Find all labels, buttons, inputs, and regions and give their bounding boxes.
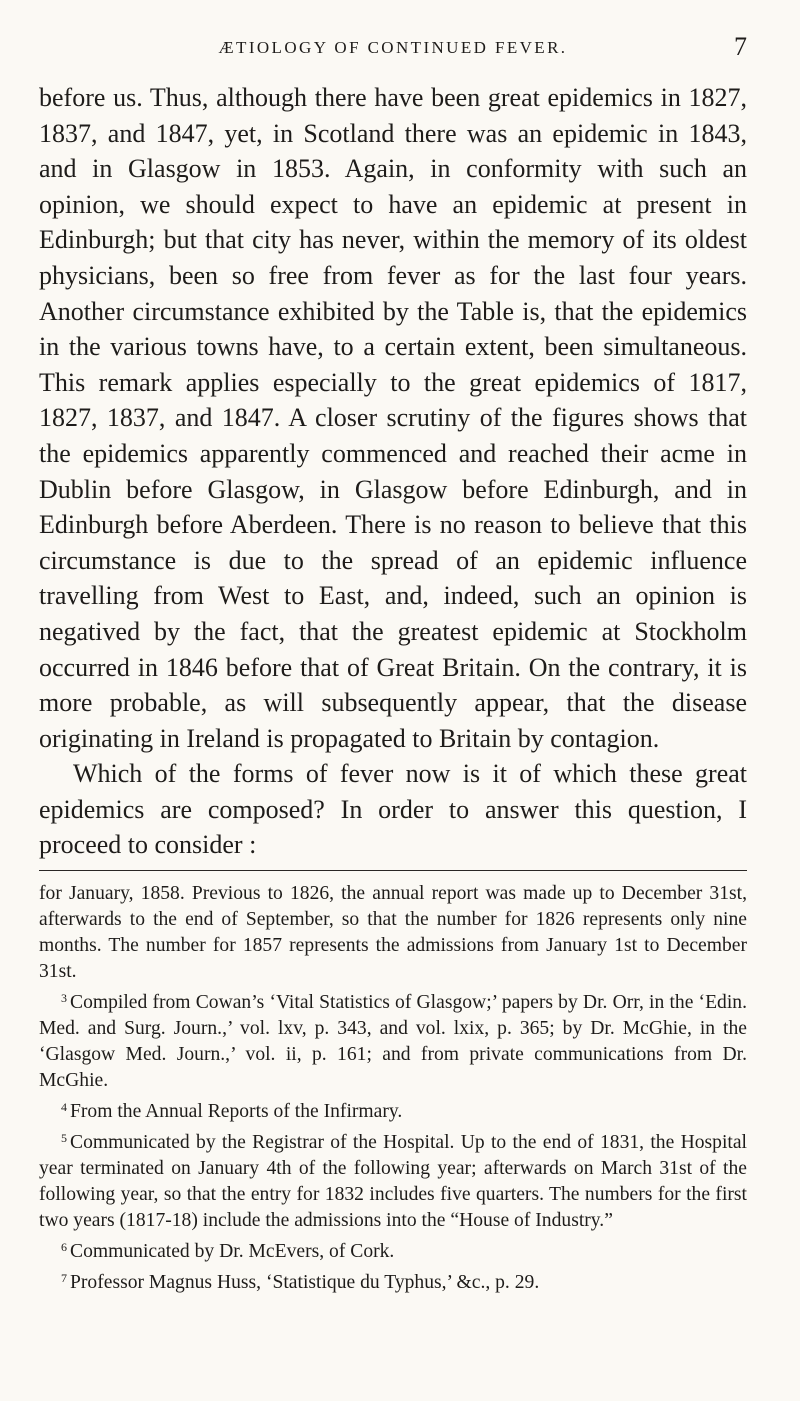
footnote-mark: 4 bbox=[61, 1100, 67, 1115]
footnote-6 bbox=[39, 1234, 747, 1265]
footnote-text: Communicated by Dr. McEvers, of Cork. bbox=[70, 1241, 395, 1263]
footnote-mark: 5 bbox=[61, 1131, 67, 1146]
footnote-rule bbox=[39, 870, 747, 871]
footnote-3 bbox=[39, 985, 747, 1094]
body-text bbox=[39, 80, 747, 863]
footnote-7 bbox=[39, 1265, 747, 1296]
footnote-text: Compiled from Cowan’s ‘Vital Statistics of Glasgow;’ papers by Dr. Orr, in the ‘Edin. Med. and Surg. Journ.,’ vol. lxv, p. 343, and vol. lxix, p. 365; by Dr. McGhie, in the ‘Glasgow Med. Journ.,’ vol. ii, p. 161; and from private communications from Dr. McGhie. bbox=[39, 992, 747, 1092]
footnote-mark: 7 bbox=[61, 1271, 67, 1286]
footnote-5 bbox=[39, 1125, 747, 1234]
footnote-text: Professor Magnus Huss, ‘Statistique du Typhus,’ &c., p. 29. bbox=[70, 1272, 540, 1294]
footnote-mark: 6 bbox=[61, 1240, 67, 1255]
footnote-4 bbox=[39, 1094, 747, 1125]
running-head-title: ÆTIOLOGY OF CONTINUED FEVER. bbox=[218, 38, 568, 57]
footnote-continuation: for January, 1858. Previous to 1826, the annual report was made up to December 31st, afterwards to the end of September, so that the number for 1826 represents only nine months. The number for 1857 represents the admissions from January 1st to December 31st. bbox=[39, 883, 747, 983]
body-paragraph-1: before us. Thus, although there have been great epidemics in 1827, 1837, and 1847, yet, in Scotland there was an epidemic in 1843, and in Glasgow in 1853. Again, in conformity with such an opinion, we should expect to have an epidemic at present in Edinburgh; but that city has never, within the memory of its oldest physicians, been so free from fever as for the last four years. Another circumstance exhibited by the Table is, that the epidemics in the various towns have, to a certain extent, been simultaneous. This remark applies especially to the great epidemics of 1817, 1827, 1837, and 1847. A closer scrutiny of the figures shows that the epidemics apparently commenced and reached their acme in Dublin before Glasgow, in Glasgow before Edinburgh, and in Edinburgh before Aberdeen. There is no reason to believe that this circumstance is due to the spread of an epidemic influence travelling from West to East, and, indeed, such an opinion is negatived by the fact, that the greatest epidemic at Stockholm occurred in 1846 before that of Great Britain. On the contrary, it is more probable, as will subsequently appear, that the disease originating in Ireland is propagated to Britain by contagion. bbox=[39, 83, 747, 753]
footnotes bbox=[39, 881, 747, 1296]
footnote-text: Communicated by the Registrar of the Hospital. Up to the end of 1831, the Hospital year terminated on January 4th of the following year; afterwards on March 31st of the following year, so that the entry for 1832 includes five quarters. The numbers for the first two years (1817-18) include the admissions into the “House of Industry.” bbox=[39, 1132, 747, 1232]
footnote-text: From the Annual Reports of the Infirmary. bbox=[70, 1101, 403, 1123]
body-paragraph-2: Which of the forms of fever now is it of which these great epidemics are composed? In order to answer this question, I proceed to consider : bbox=[39, 759, 747, 860]
page-number: 7 bbox=[734, 32, 747, 61]
footnote-mark: 3 bbox=[61, 991, 67, 1006]
running-head bbox=[39, 28, 747, 64]
book-page bbox=[39, 28, 747, 1296]
